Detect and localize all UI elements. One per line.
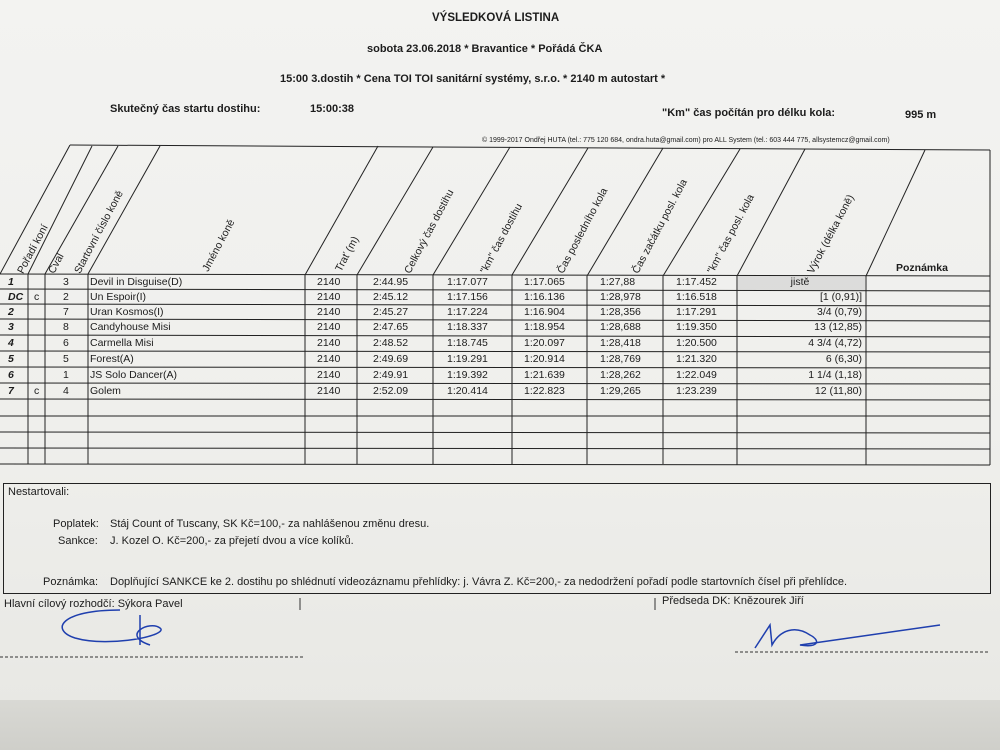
poznamka-text: Doplňující SANKCE ke 2. dostihu po shlédnutí videozáznamu přehlídky: j. Vávra Z. Kč=200,- za nedodržení pořadí podle startovních čísel při přehlídce.: [110, 576, 848, 588]
header-vyrok: Výrok (délka koně): [805, 192, 857, 276]
cell-jmeno: Uran Kosmos(I): [90, 306, 164, 318]
cell-cval: c: [34, 385, 40, 397]
chief-judge: Hlavní cílový rozhodčí: Sýkora Pavel: [4, 598, 183, 610]
cell-km_posl: 1:17.452: [676, 276, 717, 288]
cell-poradi: DC: [8, 291, 24, 303]
judge-signature: [62, 610, 161, 645]
start-time-value: 15:00:38: [310, 103, 355, 115]
poplatek-label: Poplatek:: [53, 518, 99, 530]
cell-km: 1:18.745: [447, 337, 488, 349]
cell-poradi: 4: [8, 337, 14, 349]
cell-cislo: 1: [63, 369, 69, 381]
cell-celkovy: 2:52.09: [373, 385, 409, 397]
cell-jmeno: Devil in Disguise(D): [90, 276, 183, 288]
cell-zacatek: 1:29,265: [600, 385, 641, 397]
start-time-label: Skutečný čas startu dostihu:: [110, 103, 261, 115]
cell-cislo: 5: [63, 353, 69, 365]
cell-vyrok: 4 3/4 (4,72): [808, 337, 862, 349]
km-length-value: 995 m: [905, 109, 937, 121]
cell-celkovy: 2:45.27: [373, 306, 409, 318]
cell-km: 1:17.077: [447, 276, 488, 288]
cell-poradi: 7: [8, 385, 14, 397]
cell-jmeno: Candyhouse Misi: [90, 321, 171, 333]
copyright-note: © 1999-2017 Ondřej HUTA (tel.: 775 120 684, ondra.huta@gmail.com) pro ALL System (tel.: 603 444 775, allsystemcz@gmail.com): [482, 137, 890, 144]
cell-zacatek: 1:28,978: [600, 291, 641, 303]
cell-vyrok: 6 (6,30): [825, 353, 862, 365]
cell-posledni: 1:16.136: [524, 291, 565, 303]
cell-posledni: 1:22.823: [524, 385, 565, 397]
cell-vyrok: 1 1/4 (1,18): [808, 369, 862, 381]
cell-posledni: 1:16.904: [524, 306, 565, 318]
cell-km: 1:18.337: [447, 321, 488, 333]
cell-zacatek: 1:28,262: [600, 369, 641, 381]
cell-vyrok: [1 (0,91)]: [819, 291, 862, 303]
cell-vyrok: 12 (11,80): [814, 385, 862, 397]
header-km-cas: "km" čas dostihu: [478, 201, 525, 276]
cell-trat: 2140: [317, 306, 341, 318]
nestartovali-label: Nestartovali:: [8, 486, 70, 498]
sankce-text: J. Kozel O. Kč=200,- za přejetí dvou a více kolíků.: [110, 535, 354, 547]
cell-celkovy: 2:45.12: [373, 291, 409, 303]
cell-vyrok: 3/4 (0,79): [817, 306, 862, 318]
header-celkovy-cas: Celkový čas dostihu: [402, 187, 457, 276]
cell-km: 1:17.156: [447, 291, 488, 303]
cell-vyrok: 13 (12,85): [814, 321, 862, 333]
cell-trat: 2140: [317, 385, 341, 397]
header-trat: Trať (m): [333, 234, 362, 274]
cell-zacatek: 1:28,688: [600, 321, 641, 333]
cell-km: 1:17.224: [447, 306, 488, 318]
cell-poradi: 3: [8, 321, 14, 333]
cell-trat: 2140: [317, 291, 341, 303]
chair-signature: [755, 625, 940, 648]
event-line: sobota 23.06.2018 * Bravantice * Pořádá ČKA: [367, 43, 603, 55]
cell-trat: 2140: [317, 337, 341, 349]
cell-cislo: 6: [63, 337, 69, 349]
cell-km_posl: 1:22.049: [676, 369, 717, 381]
header-cval: Cval: [46, 251, 67, 276]
poplatek-text: Stáj Count of Tuscany, SK Kč=100,- za nahlášenou změnu dresu.: [110, 518, 430, 530]
cell-poradi: 5: [8, 353, 14, 365]
cell-km_posl: 1:17.291: [676, 306, 717, 318]
cell-trat: 2140: [317, 353, 341, 365]
cell-celkovy: 2:49.69: [373, 353, 409, 365]
cell-cislo: 8: [63, 321, 69, 333]
cell-poradi: 1: [8, 276, 14, 288]
cell-poradi: 6: [8, 369, 14, 381]
cell-posledni: 1:20.097: [524, 337, 565, 349]
cell-celkovy: 2:44.95: [373, 276, 409, 288]
cell-jmeno: Un Espoir(I): [90, 291, 147, 303]
cell-poradi: 2: [8, 306, 14, 318]
cell-zacatek: 1:28,418: [600, 337, 641, 349]
cell-cislo: 4: [63, 385, 69, 397]
header-km-cas-posl-kola: "km" čas posl. kola: [705, 192, 757, 276]
cell-zacatek: 1:28,769: [600, 353, 641, 365]
cell-jmeno: Golem: [90, 385, 121, 397]
header-cas-zacatku-kola: Čas začátku posl. kola: [630, 177, 690, 276]
header-jmeno: Jméno koně: [200, 217, 238, 274]
cell-km_posl: 1:21.320: [676, 353, 717, 365]
cell-trat: 2140: [317, 321, 341, 333]
cell-trat: 2140: [317, 369, 341, 381]
cell-km_posl: 1:23.239: [676, 385, 717, 397]
cell-posledni: 1:21.639: [524, 369, 565, 381]
cell-posledni: 1:20.914: [524, 353, 565, 365]
km-length-label: "Km" čas počítán pro délku kola:: [662, 107, 836, 119]
cell-jmeno: Forest(A): [90, 353, 134, 365]
cell-trat: 2140: [317, 276, 341, 288]
cell-posledni: 1:18.954: [524, 321, 565, 333]
cell-posledni: 1:17.065: [524, 276, 565, 288]
cell-cislo: 7: [63, 306, 69, 318]
poznamka-label: Poznámka:: [43, 576, 99, 588]
signature-lines: [0, 590, 1000, 680]
header-cas-posledniho-kola: Čas posledního kola: [555, 185, 611, 276]
cell-jmeno: JS Solo Dancer(A): [90, 369, 177, 381]
cell-celkovy: 2:48.52: [373, 337, 409, 349]
sheet-title: VÝSLEDKOVÁ LISTINA: [432, 12, 560, 24]
cell-km_posl: 1:20.500: [676, 337, 717, 349]
cell-jmeno: Carmella Misi: [90, 337, 154, 349]
cell-km_posl: 1:16.518: [676, 291, 717, 303]
cell-cval: c: [34, 291, 40, 303]
race-line: 15:00 3.dostih * Cena TOI TOI sanitární systémy, s.r.o. * 2140 m autostart *: [280, 73, 666, 85]
cell-km: 1:20.414: [447, 385, 488, 397]
cell-km: 1:19.291: [447, 353, 488, 365]
cell-zacatek: 1:27,88: [600, 276, 636, 288]
sankce-label: Sankce:: [58, 535, 98, 547]
cell-cislo: 2: [63, 291, 69, 303]
cell-zacatek: 1:28,356: [600, 306, 641, 318]
cell-vyrok: jistě: [790, 276, 810, 288]
dk-chair: Předseda DK: Knězourek Jiří: [662, 595, 804, 607]
cell-cislo: 3: [63, 276, 69, 288]
cell-celkovy: 2:49.91: [373, 369, 409, 381]
cell-km_posl: 1:19.350: [676, 321, 717, 333]
cell-km: 1:19.392: [447, 369, 488, 381]
header-poradi: Pořadí koní: [15, 222, 51, 276]
header-startovni-cislo: Startovní číslo koně: [72, 188, 126, 276]
cell-celkovy: 2:47.65: [373, 321, 409, 333]
header-poznamka: Poznámka: [896, 262, 948, 274]
